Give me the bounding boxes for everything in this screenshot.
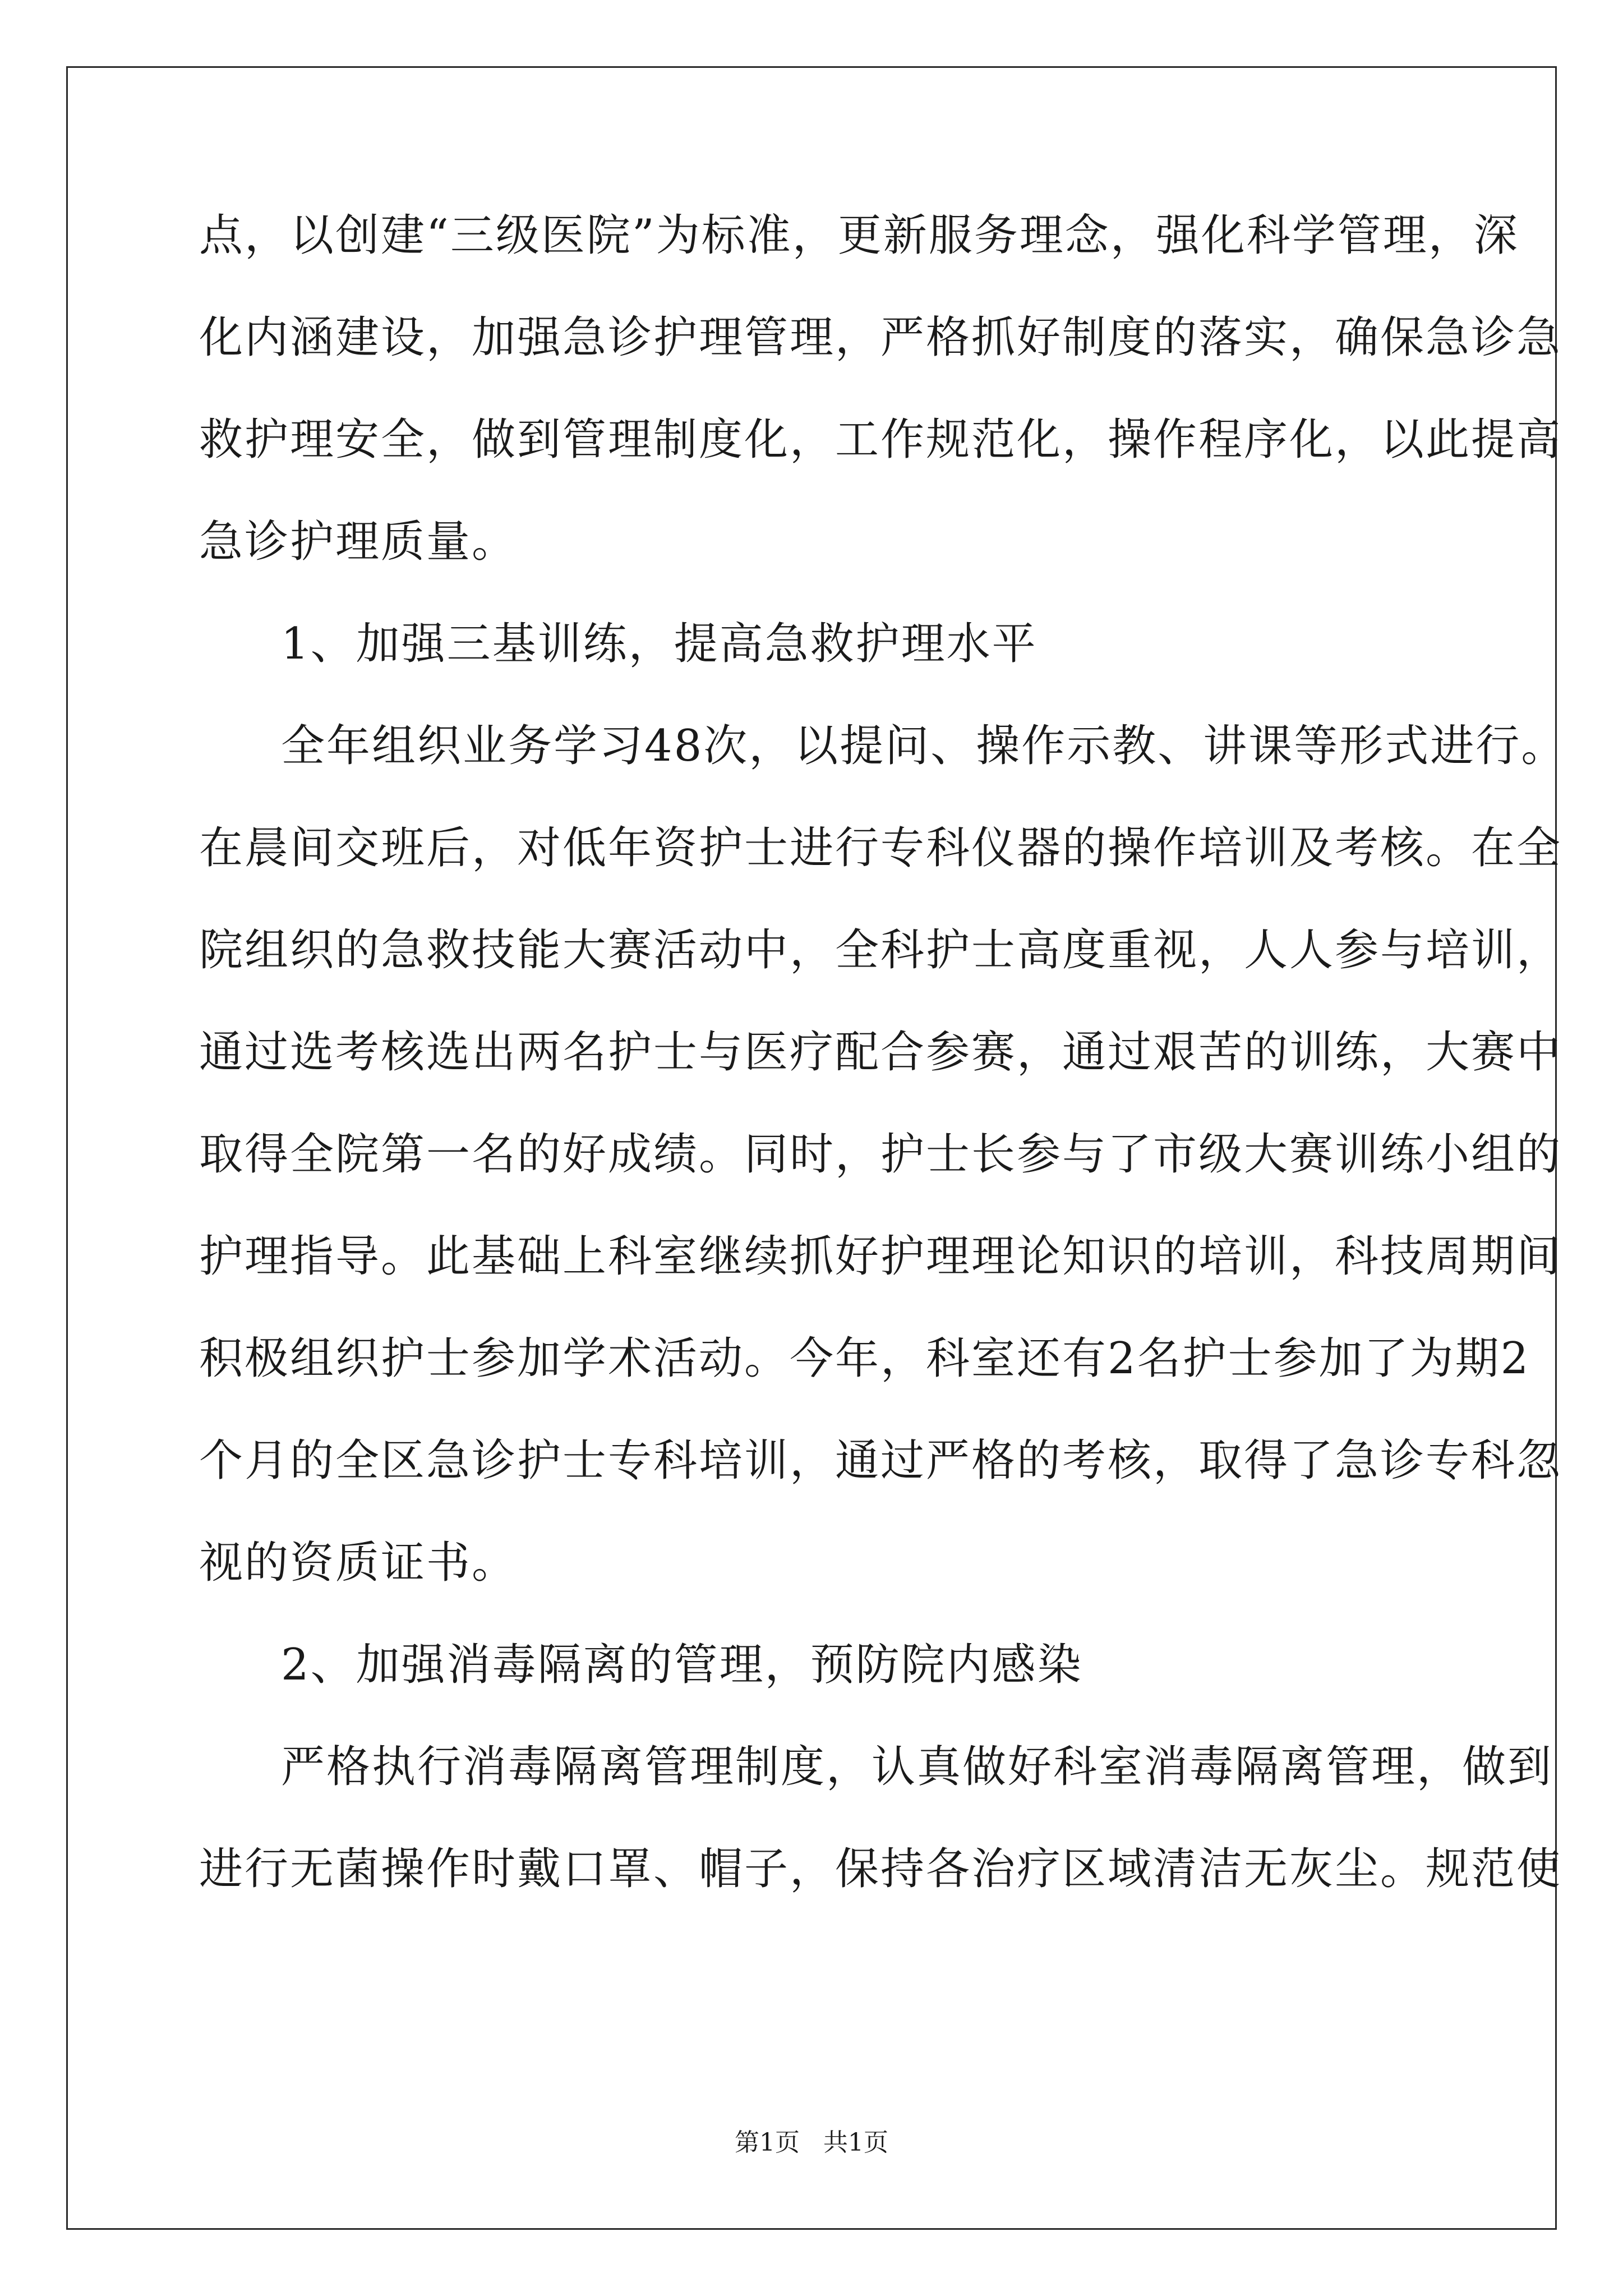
text-line-1: 点，以创建“三级医院”为标准，更新服务理念，强化科学管理，深	[199, 210, 1519, 261]
section-heading-2: 2、加强消毒隔离的管理，预防院内感染	[281, 1640, 1083, 1690]
text-line-10: 取得全院第一名的好成绩。同时，护士长参与了市级大赛训练小组的	[199, 1129, 1562, 1180]
text-line-3: 救护理安全，做到管理制度化，工作规范化，操作程序化，以此提高	[199, 415, 1562, 465]
text-line-13: 个月的全区急诊护士专科培训，通过严格的考核，取得了急诊专科忽	[199, 1435, 1562, 1486]
text-line-4: 急诊护理质量。	[199, 517, 518, 567]
text-line-11: 护理指导。此基础上科室继续抓好护理理论知识的培训，科技周期间	[199, 1231, 1562, 1282]
section-heading-1: 1、加强三基训练，提高急救护理水平	[281, 619, 1038, 669]
page-footer: 第1页 共1页	[735, 2128, 888, 2157]
text-line-17: 进行无菌操作时戴口罩、帽子，保持各治疗区域清洁无灰尘。规范使	[199, 1844, 1562, 1894]
text-line-6: 全年组织业务学习48次，以提问、操作示教、讲课等形式进行。	[281, 721, 1567, 771]
text-line-9: 通过选考核选出两名护士与医疗配合参赛，通过艰苦的训练，大赛中	[199, 1027, 1562, 1078]
text-line-12: 积极组织护士参加学术活动。今年，科室还有2名护士参加了为期2	[199, 1333, 1530, 1384]
text-line-8: 院组织的急救技能大赛活动中，全科护士高度重视，人人参与培训，	[199, 925, 1562, 976]
text-line-16: 严格执行消毒隔离管理制度，认真做好科室消毒隔离管理，做到	[281, 1742, 1553, 1792]
text-line-7: 在晨间交班后，对低年资护士进行专科仪器的操作培训及考核。在全	[199, 823, 1562, 873]
text-line-2: 化内涵建设，加强急诊护理管理，严格抓好制度的落实，确保急诊急	[199, 312, 1562, 363]
text-line-14: 视的资质证书。	[199, 1538, 518, 1588]
